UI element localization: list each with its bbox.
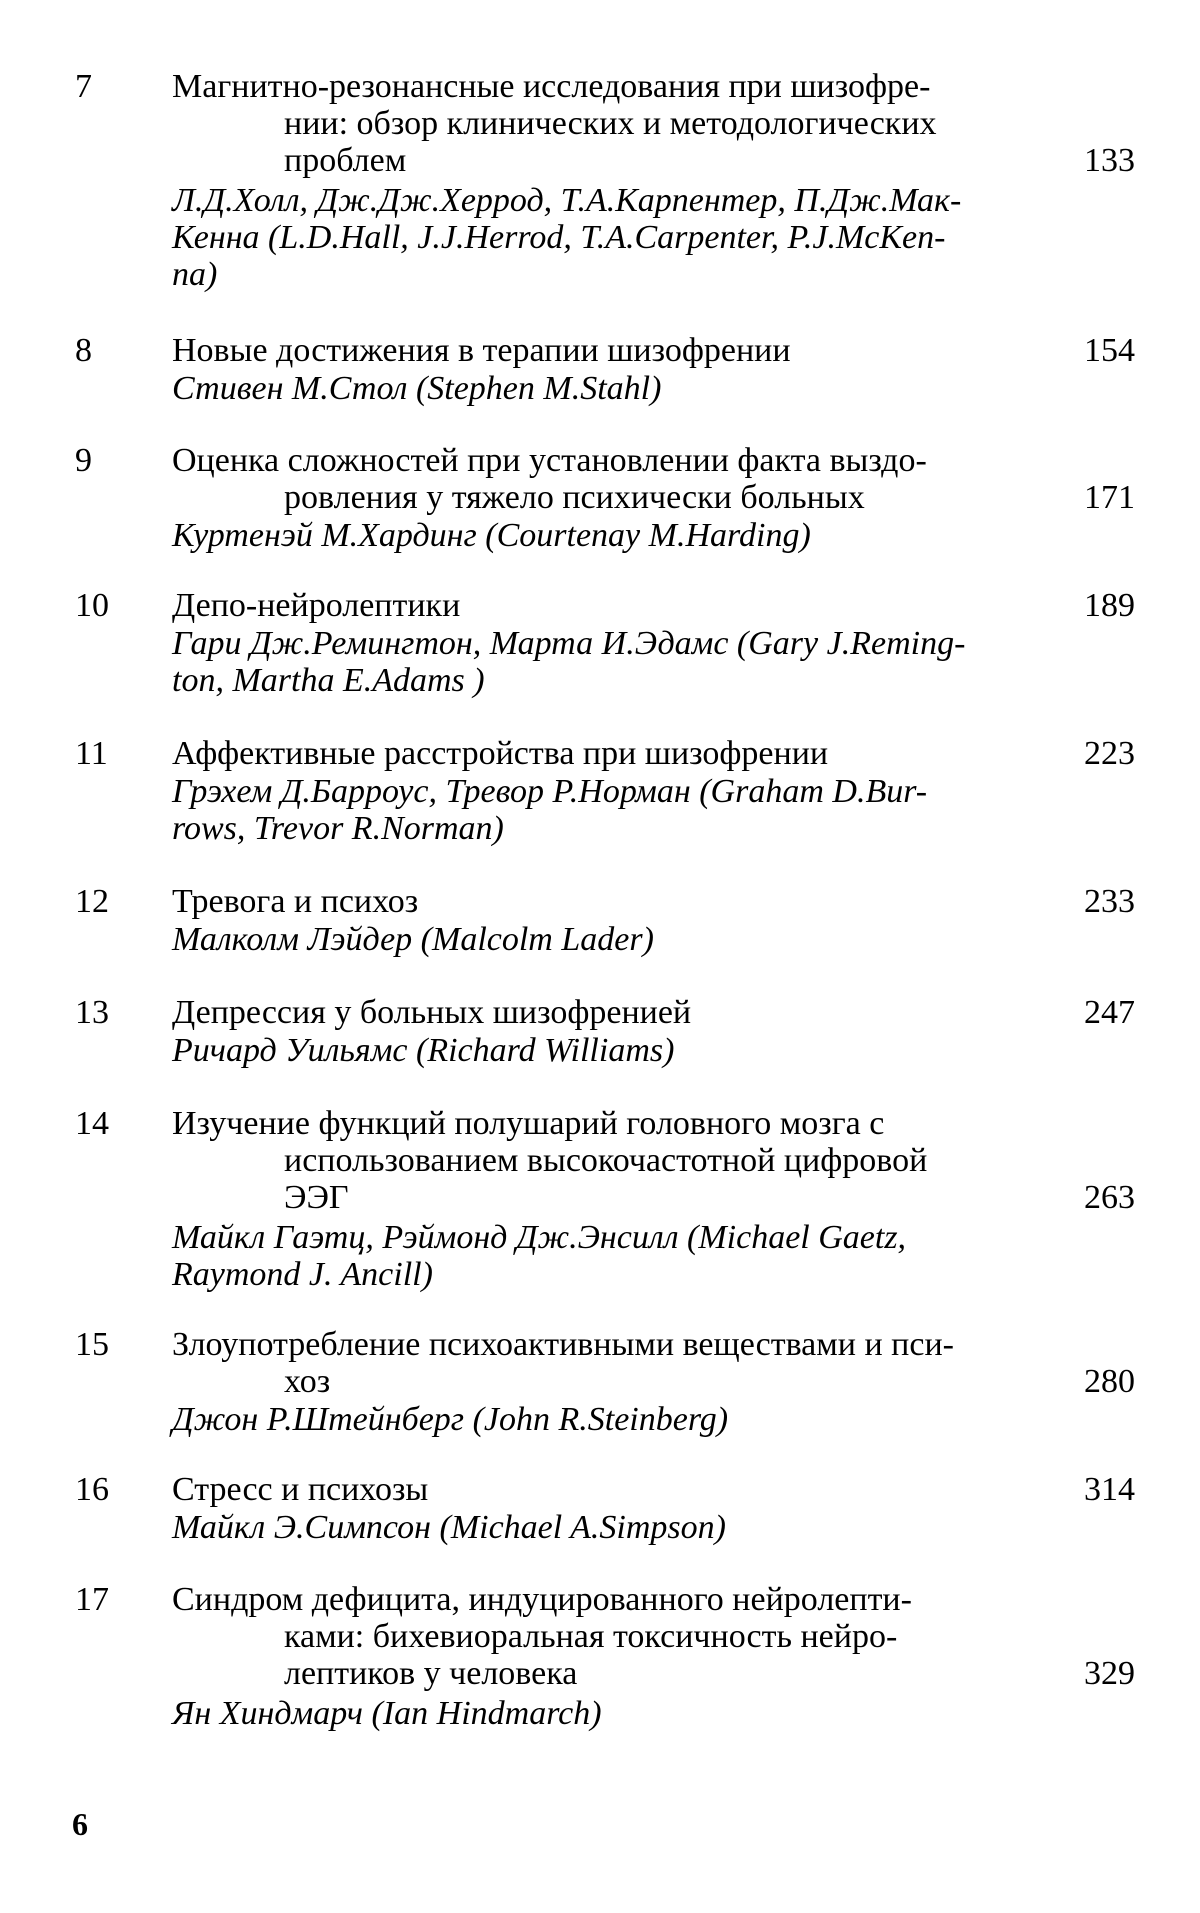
author-line: Джон Р.Штейнберг (John R.Steinberg): [172, 1401, 728, 1438]
chapter-title: [172, 68, 1022, 179]
chapter-authors: [172, 1219, 906, 1293]
page-number: 314: [1060, 1471, 1135, 1508]
chapter-number: 15: [75, 1326, 109, 1363]
chapter-number: 11: [75, 735, 108, 772]
chapter-title: [172, 332, 1022, 369]
author-line: Майкл Э.Симпсон (Michael A.Simpson): [172, 1509, 726, 1546]
chapter-authors: [172, 1032, 674, 1069]
author-line: Ян Хиндмарч (Ian Hindmarch): [172, 1695, 602, 1732]
chapter-title-line: Аффективные расстройства при шизофрении: [172, 735, 1022, 772]
page-number: 223: [1060, 735, 1135, 772]
page-number: 154: [1060, 332, 1135, 369]
author-line: ton, Martha E.Adams ): [172, 662, 965, 699]
chapter-title: [172, 1471, 1022, 1508]
chapter-title-line: Тревога и психоз: [172, 883, 1022, 920]
author-line: Малколм Лэйдер (Malcolm Lader): [172, 921, 654, 958]
page-number: 329: [1060, 1655, 1135, 1692]
chapter-title-line: хоз: [172, 1363, 1022, 1400]
chapter-title-line: Изучение функций полушарий головного мозга с: [172, 1105, 1022, 1142]
author-line: Ричард Уильямс (Richard Williams): [172, 1032, 674, 1069]
chapter-title-line: Магнитно-резонансные исследования при шизофре-: [172, 68, 1022, 105]
chapter-number: 13: [75, 994, 109, 1031]
chapter-title-line: лептиков у человека: [172, 1655, 1022, 1692]
author-line: Гари Дж.Ремингтон, Марта И.Эдамс (Gary J.Reming-: [172, 625, 965, 662]
chapter-title-line: Оценка сложностей при установлении факта выздо-: [172, 442, 1022, 479]
chapter-title-line: Новые достижения в терапии шизофрении: [172, 332, 1022, 369]
toc-page: [0, 0, 1200, 1913]
chapter-title: [172, 994, 1022, 1031]
chapter-title-line: проблем: [172, 142, 1022, 179]
author-line: Куртенэй М.Хардинг (Courtenay M.Harding): [172, 517, 811, 554]
page-number: 133: [1060, 142, 1135, 179]
author-line: na): [172, 256, 961, 293]
chapter-number: 17: [75, 1581, 109, 1618]
chapter-title-line: ЭЭГ: [172, 1179, 1022, 1216]
chapter-title: [172, 735, 1022, 772]
chapter-title: [172, 442, 1022, 516]
author-line: Raymond J. Ancill): [172, 1256, 906, 1293]
chapter-title-line: Депрессия у больных шизофренией: [172, 994, 1022, 1031]
chapter-authors: [172, 625, 965, 699]
author-line: Кенна (L.D.Hall, J.J.Herrod, T.A.Carpenter, P.J.McKen-: [172, 219, 961, 256]
chapter-number: 8: [75, 332, 92, 369]
chapter-title-line: Депо-нейролептики: [172, 587, 1022, 624]
page-number: 171: [1060, 479, 1135, 516]
chapter-authors: [172, 1509, 726, 1546]
page-number: 280: [1060, 1363, 1135, 1400]
chapter-title-line: использованием высокочастотной цифровой: [172, 1142, 1022, 1179]
chapter-title: [172, 1105, 1022, 1216]
chapter-authors: [172, 773, 927, 847]
chapter-title: [172, 1581, 1022, 1692]
chapter-number: 10: [75, 587, 109, 624]
page-number: 247: [1060, 994, 1135, 1031]
page-number: 189: [1060, 587, 1135, 624]
author-line: Л.Д.Холл, Дж.Дж.Херрод, Т.А.Карпентер, П.Дж.Мак-: [172, 182, 961, 219]
page-number: 263: [1060, 1179, 1135, 1216]
chapter-number: 16: [75, 1471, 109, 1508]
chapter-title-line: Злоупотребление психоактивными веществами и пси-: [172, 1326, 1022, 1363]
chapter-title: [172, 587, 1022, 624]
chapter-title: [172, 883, 1022, 920]
chapter-title-line: Стресс и психозы: [172, 1471, 1022, 1508]
chapter-authors: [172, 370, 661, 407]
author-line: rows, Trevor R.Norman): [172, 810, 927, 847]
author-line: Майкл Гаэтц, Рэймонд Дж.Энсилл (Michael Gaetz,: [172, 1219, 906, 1256]
chapter-authors: [172, 182, 961, 293]
chapter-number: 7: [75, 68, 92, 105]
chapter-title-line: ками: бихевиоральная токсичность нейро-: [172, 1618, 1022, 1655]
chapter-authors: [172, 1401, 728, 1438]
author-line: Стивен М.Стол (Stephen M.Stahl): [172, 370, 661, 407]
chapter-title-line: Синдром дефицита, индуцированного нейролепти-: [172, 1581, 1022, 1618]
author-line: Грэхем Д.Барроус, Тревор Р.Норман (Graham D.Bur-: [172, 773, 927, 810]
chapter-authors: [172, 1695, 602, 1732]
chapter-title-line: нии: обзор клинических и методологических: [172, 105, 1022, 142]
chapter-title-line: ровления у тяжело психически больных: [172, 479, 1022, 516]
chapter-number: 9: [75, 442, 92, 479]
folio-page-number: 6: [72, 1806, 88, 1843]
chapter-authors: [172, 921, 654, 958]
chapter-number: 12: [75, 883, 109, 920]
page-number: 233: [1060, 883, 1135, 920]
chapter-number: 14: [75, 1105, 109, 1142]
chapter-title: [172, 1326, 1022, 1400]
chapter-authors: [172, 517, 811, 554]
